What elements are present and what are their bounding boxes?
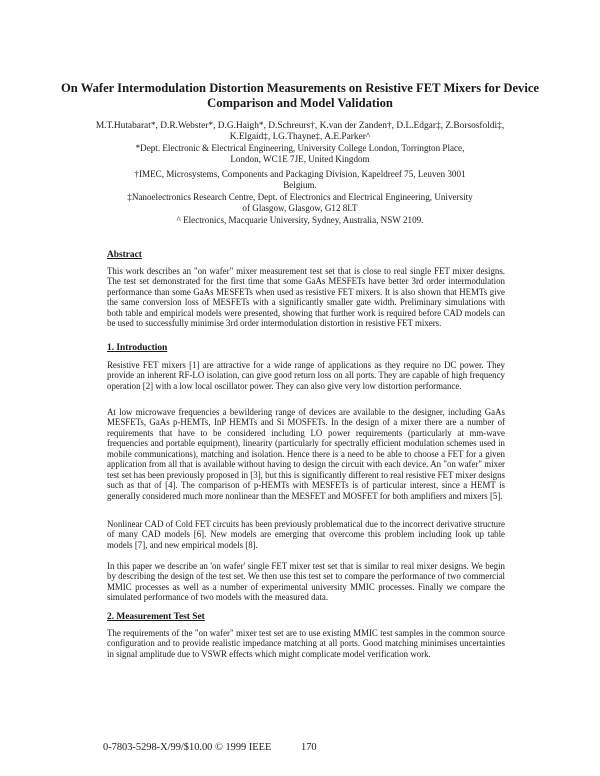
- section2-paragraph-1: The requirements of the "on wafer" mixer test set are to use existing MMIC test samples in the common source configuration and to provide realistic impedance matching at all ports. Good matching minimises uncertainties in signal amplitude due to VSWR effects which might complicate model verification work.: [107, 628, 505, 659]
- intro-paragraph-4: In this paper we describe an 'on wafer' single FET mixer test set that is similar to real mixer designs. We begin by describing the design of the test set. We then use this test set to compare the performance of two commercial MMIC processes as well as a number of experimental university MMIC processes. Finally we compare the simulated performance of two models with the measured data.: [107, 561, 505, 603]
- affiliation-macquarie: ^ Electronics, Macquarie University, Sydney, Australia, NSW 2109.: [176, 215, 424, 225]
- affiliation-imec: †IMEC, Microsystems, Components and Packaging Division, Kapeldreef 75, Leuven 3001 Belgium.: [134, 169, 466, 191]
- copyright-footer: 0-7803-5298-X/99/$10.00 © 1999 IEEE: [103, 742, 272, 753]
- intro-heading: 1. Introduction: [107, 343, 168, 353]
- intro-paragraph-1: Resistive FET mixers [1] are attractive for a wide range of applications as they require no DC power. They provide an inherent RF-LO isolation, can give good return loss on all ports. They are capable of high frequency operation [2] with a low local oscillator power. They can also give very low distortion performance.: [107, 360, 505, 391]
- intro-paragraph-2: At low microwave frequencies a bewildering range of devices are available to the designer, including GaAs MESFETs, GaAs p-HEMTs, InP HEMTs and Si MOSFETs. In the design of a mixer there are a number of requirements that have to be considered including LO power requirements (particularly at mm-wave frequencies and portable equipment), linearity (particularly for spectrally efficient modulation schemes used in mobile communications), matching and isolation. Hence there is a need to be able to choose a FET for a given application from all that is available without having to design the circuit with each device. An "on wafer" mixer test set has been previously proposed in [3], but this is significantly different to real resistive FET mixer designs such as that of [4]. The comparison of p-HEMTs with MESFETs is of particular interest, since a HEMT is generally considered much more nonlinear than the MESFET and MOSFET for both amplifiers and mixers [5].: [107, 407, 505, 501]
- intro-paragraph-3: Nonlinear CAD of Cold FET circuits has been previously problematical due to the incorrect derivative structure of many CAD models [6]. New models are emerging that overcome this problem including look up table models [7], and new empirical models [8].: [107, 519, 505, 550]
- abstract-text: This work describes an "on wafer" mixer measurement test set that is close to real single FET mixer designs. The test set demonstrated for the first time that some GaAs MESFETs have better 3rd order intermodulation performance than some GaAs MESFETs when used as resistive FET mixers. It is also shown that HEMTs give the same conversion loss of MESFETs with a significantly smaller gate width. Preliminary simulations with both table and empirical models were presented, showing that further work is required before CAD models can be used to successfully minimise 3rd order intermodulation distortion in resistive FET mixers.: [107, 266, 505, 329]
- paper-title: On Wafer Intermodulation Distortion Measurements on Resistive FET Mixers for Device Comparison and Model Validation: [60, 81, 540, 110]
- affiliation-glasgow: ‡Nanoelectronics Research Centre, Dept. of Electronics and Electrical Engineering, University of Glasgow, Glasgow, G12 8LT: [127, 192, 473, 214]
- page-number: 170: [301, 742, 317, 753]
- section2-heading: 2. Measurement Test Set: [107, 612, 205, 622]
- abstract-heading: Abstract: [107, 250, 142, 260]
- affiliation-ucl: *Dept. Electronic & Electrical Engineering, University College London, Torrington Place, London, WC1E 7JE, United Kingdom: [135, 143, 465, 165]
- author-list: M.T.Hutabarat*, D.R.Webster*, D.G.Haigh*, D.Schreurs†, K.van der Zanden†, D.L.Edgar‡, Z.Borsosfoldi‡, K.Elgaid‡, I.G.Thayne‡, A.E.Parker^: [95, 121, 505, 143]
